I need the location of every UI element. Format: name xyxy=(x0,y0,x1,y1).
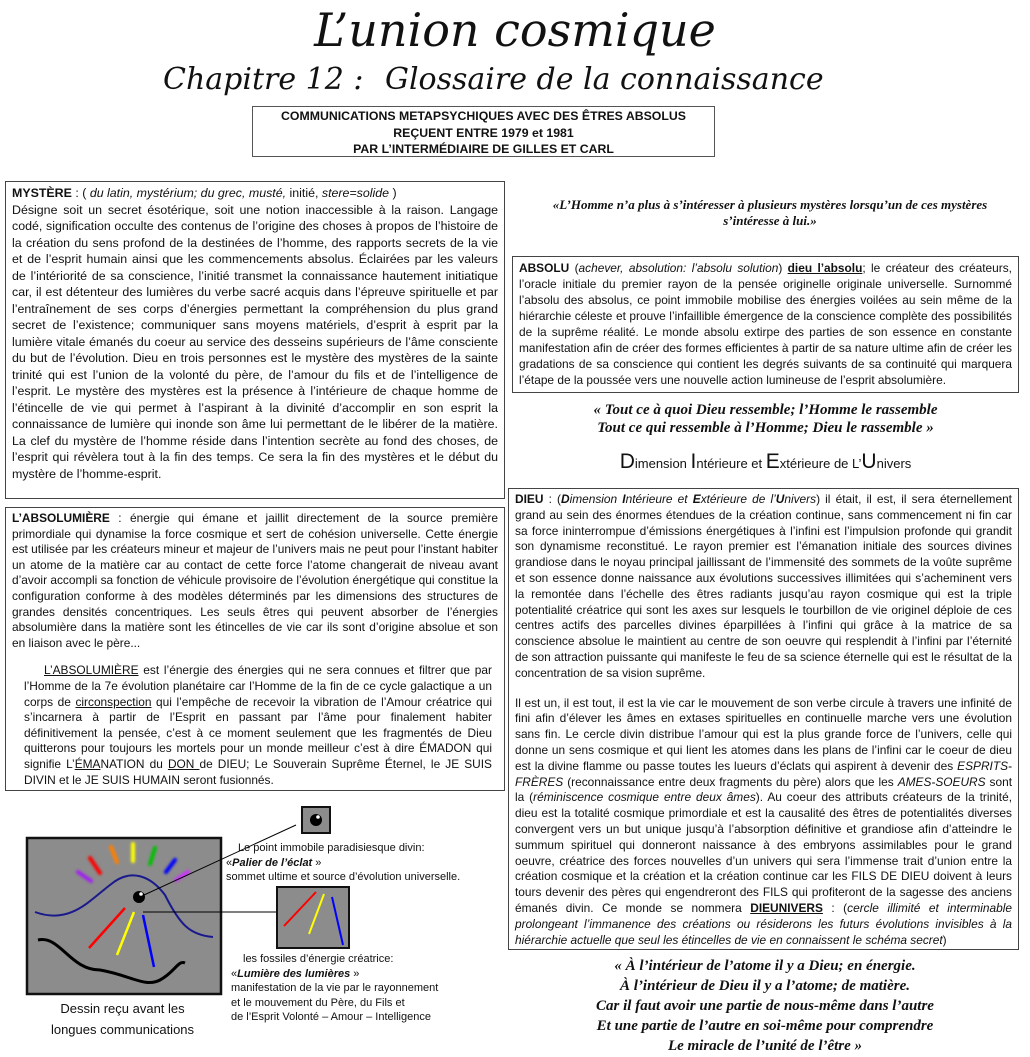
text: xtérieure de L’ xyxy=(779,456,862,471)
text: ntérieure et xyxy=(625,492,693,506)
quote-line: Le miracle de l’unité de l’être » xyxy=(667,1038,863,1054)
key-term: DIEUNIVERS xyxy=(750,900,823,915)
text: ) xyxy=(778,261,788,275)
quote-line: À l’intérieur de Dieu il y a l’atome; de matière. xyxy=(620,978,910,994)
etymology: achever, absolution: l’absolu solution xyxy=(578,261,779,275)
text: ). Au coeur des attributs créateurs de la trinité, dieu est la totalité cosmique primordiale et est la causalité des êtres de potentialités diverses convergent vers un but unique jusqu’à l’absorption définitive et grandiose afin d’atteindre le summum spirituel qui donneront naissance à des embryons assimilables pour le grand oeuvre, créatrice des forces nouvelles d’un univers qui sera l’immense trait d’union entre la création cosmique et la création et la création continue car les FILS DE DIEU doivent à leurs tours devenir des pères qui engendreront des FILS qui profiteront de la sagesse des anciens émanés divin. Ce monde se nommera xyxy=(515,790,1012,915)
term: L’ABSOLUMIÈRE xyxy=(44,663,139,678)
text: xtérieure de l’ xyxy=(700,492,776,506)
quote-ressemble xyxy=(512,401,1019,437)
annotation-desc: et le mouvement du Père, du Fils et xyxy=(231,996,405,1009)
text: ) xyxy=(942,932,947,947)
quote-line: Car il faut avoir une partie de nous-même dans l’autre xyxy=(596,998,934,1014)
initial: I xyxy=(690,450,697,473)
text: » xyxy=(312,856,322,869)
immobile-point xyxy=(133,891,145,903)
immobile-point xyxy=(310,814,322,826)
term: MYSTÈRE xyxy=(12,186,72,200)
initial: I xyxy=(622,492,626,506)
entry-dieu xyxy=(508,488,1019,950)
underlined-text: ÉMA xyxy=(74,756,101,771)
quote-atome xyxy=(510,956,1020,1056)
text: nivers xyxy=(876,456,912,471)
annotation-label: les fossiles d’énergie créatrice: xyxy=(243,953,394,965)
underlined-text: DON xyxy=(167,756,200,771)
text: ) xyxy=(389,186,397,200)
annotation-desc: sommet ultime et source d’évolution universelle. xyxy=(226,871,461,883)
text: » xyxy=(350,967,360,980)
etymology: du latin, mystérium; du grec, musté, xyxy=(89,186,287,200)
point-highlight xyxy=(139,892,143,896)
entry-mystere xyxy=(5,181,505,499)
text: ntérieure et xyxy=(696,456,766,471)
text: : ( xyxy=(71,186,90,200)
definition: : énergie qui émane et jaillit directement de la source première primordiale qui dynamise la force cosmique et sert de cohésion universelle. Cette énergie est utilisée par les créateurs mineur et majeur de l’univers mais ne peut pour l’instant habiter un atome de la matière car au contact de cette force l’atome changerait de niveau avant d’avoir accompli sa fonction de véhicule provisoire de l’évolution énergétique qui constitue la configuration conforme à des modèles déterminés par les dimensions des structures de grandes densités concentriques. Les seuls êtres qui peuvent absorber de l’énergies absolumière dans la matière sont les étincelles de vie car ils sont d’origine absolue et son en liaison avec le père... xyxy=(12,511,498,650)
text: Il est un, il est tout, il est la vie car le mouvement de son verbe circule à travers une infinité de fini afin d’élever les âmes en extases spirituelles en continuelle marche vers une évolution sans fin. Le cercle divin distribue l’amour qui est la plus grande force de l’univers, celle qui donne un sens cosmique et qui lient les atomes dans les plans de l’infini car le coeur de dieu est la divine flamme ou passe toutes les lueurs d’éclats qui aspirent à devenir des xyxy=(515,695,1012,773)
italic-text: ESPRITS-FRÈRES xyxy=(515,758,1012,789)
text: sont la ( xyxy=(515,774,1013,805)
point-annotation xyxy=(226,841,478,885)
text: ( xyxy=(569,261,579,275)
chapter-number: Chapitre 12 : xyxy=(163,62,364,97)
text: « xyxy=(231,967,238,980)
annotation-desc: de l’Esprit Volonté – Amour – Intelligence xyxy=(231,1011,431,1023)
quote-line: « À l’intérieur de l’atome il y a Dieu; en énergie. xyxy=(614,958,916,974)
annotation-desc: manifestation de la vie par le rayonnement xyxy=(231,982,439,994)
dieu-acronym-heading xyxy=(512,450,1019,476)
initial: U xyxy=(861,450,877,473)
term: ABSOLU xyxy=(519,261,570,275)
annotation-name: Palier de l’éclat xyxy=(232,856,313,869)
italic-text: AMES-SOEURS xyxy=(897,774,986,789)
underlined-text: circonspection xyxy=(75,694,152,709)
annotation-label: Le point immobile paradisiesque divin: xyxy=(238,842,425,854)
text: nivers xyxy=(784,492,817,506)
term: DIEU xyxy=(515,492,544,506)
entry-absolumiere xyxy=(5,507,505,791)
fossil-annotation xyxy=(231,952,476,1025)
text: : ( xyxy=(822,900,848,915)
etymology: stere=solide xyxy=(321,186,390,200)
quote-line: Et une partie de l’autre en soi-même pour comprendre xyxy=(596,1018,934,1034)
text: de DIEU; Le Souverain Suprême Éternel, le JE SUIS DIVIN et le JE SUIS HUMAIN seront fusionnés. xyxy=(24,756,492,787)
book-title: L’union cosmique xyxy=(314,3,716,57)
annotation-name: Lumière des lumières xyxy=(237,967,351,980)
communications-banner xyxy=(252,106,715,157)
point-highlight xyxy=(316,815,320,819)
initial: E xyxy=(692,492,701,506)
text: initié, xyxy=(286,186,322,200)
initial: D xyxy=(560,492,570,506)
chapter-title: Glossaire de la connaissance xyxy=(385,62,824,97)
text: NATION du xyxy=(100,756,168,771)
text: imension xyxy=(569,492,623,506)
text: est l’énergie des énergies qui ne sera connues et filtrer que par l’Homme de la 7e évolution planétaire car l’Homme de la fin de ce cycle galactique a un corps de xyxy=(24,663,492,709)
banner-line: REÇUENT ENTRE 1979 et 1981 xyxy=(393,125,574,140)
text: (reconnaissance entre deux fragments du père) alors que les xyxy=(563,774,898,789)
banner-line: COMMUNICATIONS METAPSYCHIQUES AVEC DES ÊTRES ABSOLUS xyxy=(281,109,686,123)
initial: U xyxy=(775,492,785,506)
quote-mysteres: «L’Homme n’a plus à s’intéresser à plusieurs mystères lorsqu’un de ces mystères s’intéresse à lui.» xyxy=(552,197,988,228)
text: : ( xyxy=(543,492,561,506)
italic-text: réminiscence cosmique entre deux âmes xyxy=(533,790,756,805)
entry-absolu xyxy=(512,256,1019,393)
caption-line: Dessin reçu avant les xyxy=(60,1001,185,1016)
initial: E xyxy=(765,450,780,473)
text: « xyxy=(226,856,233,869)
banner-line: PAR L’INTERMÉDIAIRE DE GILLES ET CARL xyxy=(353,142,614,156)
definition: Désigne soit un secret ésotérique, soit une notion inaccessible à la raison. Langage codé, signification occulte des contenus de l’origine des choses à propos de l’histoire de la création du sens profond de la destinées de l’homme, des rapports secrets de la vie et de l’esprit humain ainsi que les commencements absolus. Éclairées par les valeurs de l’intériorité de sa conscience, l’initié transmet la connaissance hautement initiatique car, il est détenteur des lumières du verbe sacré acquis dans l’épreuve spirituelle et par l’entraînement de ses corps d’énergies permettant la compréhension du plus grand secret de l’existence; communiquer sans moyens matériels, d’esprit à esprit par la lumière vitale émanés du coeur au service des desseins supérieurs de l’âme consciente du but de l’évolution. Dieu en trois personnes est le mystère des mystères de la sainte trinité qui est l’union de la volonté du père, de l’amour du fils et de l’intelligence de l’esprit. Le mystère des mystères est la présence à l’intérieure de chaque homme de l’étincelle de vie qui permet à l’aspirant à la divinité d’accomplir en son esprit la connaissance de lumière qui inonde son âme lui permettant de le libérer de la matière. La clef du mystère de l’homme réside dans l’intention secrète au fond des choses, de l’esprit qui révèlera tout à la fin des temps. Ce sera la fin des mystères et le début du mystère de l’homme-esprit. xyxy=(12,202,498,481)
quote-line: « Tout ce à quoi Dieu ressemble; l’Homme le rassemble xyxy=(593,402,938,418)
italic-text: cercle illimité et interminable prolongeant l’immanence des créations ou résiderons les futurs évolutions invisibles à la hiérarchie actuelle que seul les étincelles de vie en connaissent le schéma secret xyxy=(515,900,1012,947)
definition: ) il était, il est, il sera éternellement grand au sein des énormes étendues de la création continue, sans commencement ni fin car sa force ininterrompue d’émissions énergétiques à l’infini est l’impulsion profonde qui grandit son dynamisme reconstitué. Le rayon premier est l’émanation initiale des sources divines grandiose dans le noyau principal jaillissant de l’immensité des sommets de la voûte suprême et son essence donne naissance aux évolutions successives illimitées qui s’acheminent vers la remontée dans l’échelle des êtres radiants jusqu’au rayon cosmique qui est la triple potentialité créatrice qui sont les axes sur lesquels le tourbillon de vie originel déploie de ces centres actifs des parcelles divines éparpillées à l’infini qui grâce à la matrice de sa conscience absolue le maintient au centre de son oeuvre qui resplendit à l’infini par l’éternité de son attraction puissante qui manifeste le feu de sa science éternelle qui est le résultat de la concentration de sa vision suprême. xyxy=(515,492,1012,680)
text: imension xyxy=(634,456,691,471)
key-term: dieu l’absolu xyxy=(787,261,863,275)
quote-line: Tout ce qui ressemble à l’Homme; Dieu le rassemble » xyxy=(597,420,934,436)
term: L’ABSOLUMIÈRE xyxy=(12,511,110,525)
definition: ; le créateur des créateurs, l’oracle initiale du premier rayon de la pensée originelle originale universelle. Surnommé l’absolu des absolus, ce point immobile mobilise des énergies voilées au sein même de la hiérarchie céleste et prouve l’infaillible émergence de la conscience complète des possibilités de la suprême réalité. Le monde absolu extirpe des parties de son essence en constante manifestation afin de créer des formes efficientes à partir de sa nature ultime afin de créer les gradations de sa conscience qui contient les degrés suivants de sa continuité qui marquera l’étape de la poussée vers une nouvelle action lumineuse de l’esprit absolumière. xyxy=(519,261,1012,387)
text: qui l’empêche de recevoir la vibration de l’Amour créatrice qui s’incarnera à partir de l’Esprit en passant par l’âme pour finalement habiter définitivement la pensée, c’est à ce moment seulement que les fragmentés de Dieu quitterons pour toujours les mortels pour un monde meilleur c’est à dire ÉMADON qui signifie L’ xyxy=(24,694,492,771)
initial: D xyxy=(619,450,635,473)
caption-line: longues communications xyxy=(50,1022,195,1037)
drawing-caption xyxy=(25,998,220,1040)
